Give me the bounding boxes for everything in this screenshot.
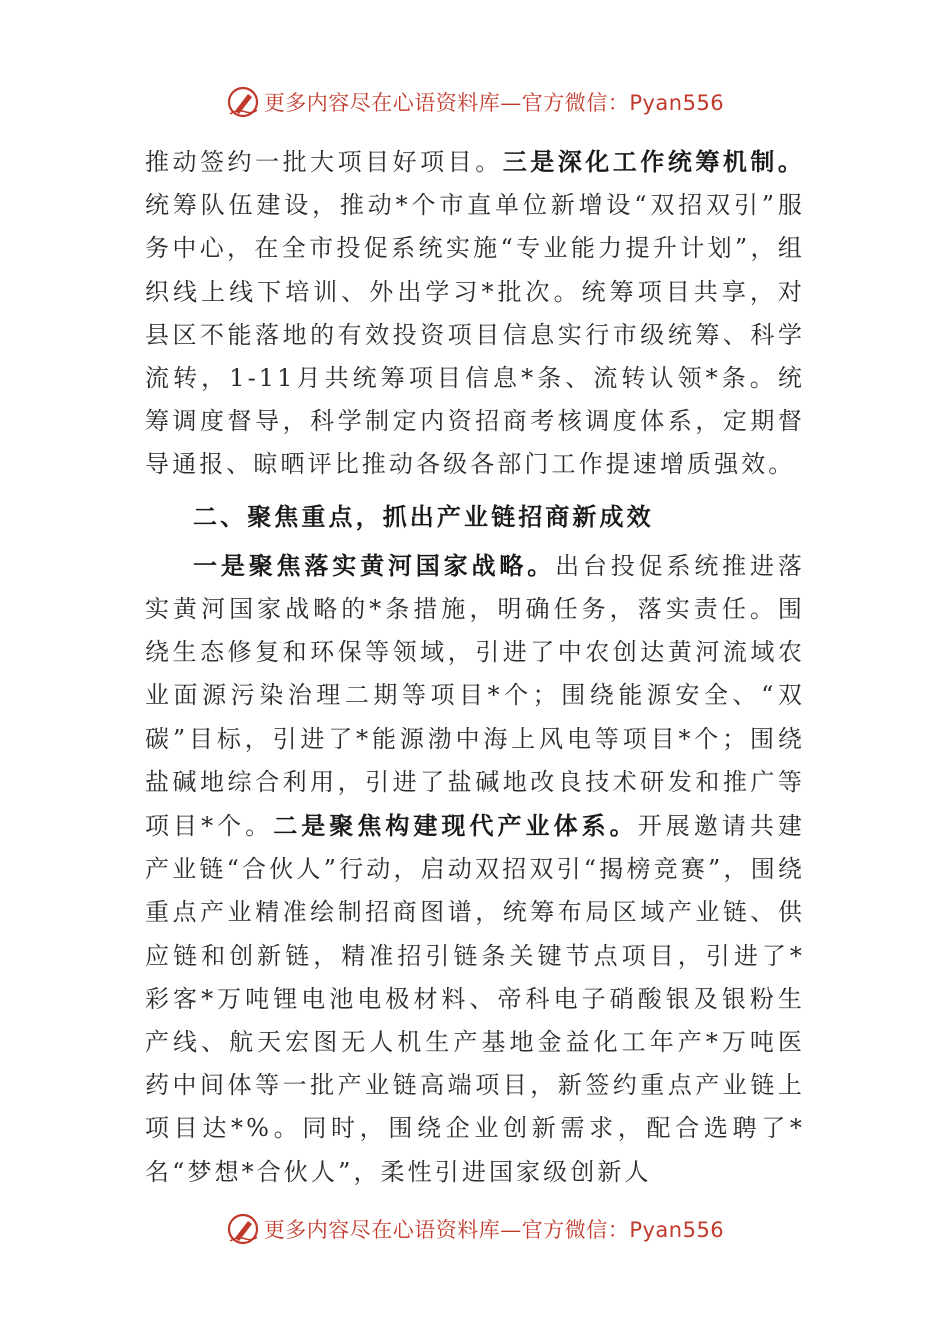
bold-lead-2: 二是聚焦构建现代产业体系。 — [273, 811, 638, 841]
pen-logo-icon — [226, 85, 260, 119]
header-banner — [0, 80, 950, 124]
banner-handle: Pyan556 — [629, 1218, 725, 1242]
banner-text: 更多内容尽在心语资料库—官方微信：Pyan556 — [263, 91, 725, 115]
document-body — [145, 140, 805, 1194]
footer-banner — [0, 1207, 950, 1251]
pen-logo-icon — [226, 1212, 260, 1246]
section-heading: 二、聚焦重点，抓出产业链招商新成效 — [193, 501, 654, 531]
paragraph-2: 一是聚焦落实黄河国家战略。出台投促系统推进落实黄河国家战略的*条措施，明确任务，落实责任。围绕生态修复和环保等领域，引进了中农创达黄河流域农业面源污染治理二期等项目*个；围绕能源安全、“双碳”目标，引进了*能源渤中海上风电等项目*个；围绕盐碱地综合利用，引进了盐碱地改良技术研发和推广等项目*个。二是聚焦构建现代产业体系。开展邀请共建产业链“合伙人”行动，启动双招双引“揭榜竞赛”，围绕重点产业精准绘制招商图谱，统筹布局区域产业链、供应链和创新链，精准招引链条关键节点项目，引进了*彩客*万吨锂电池电极材料、帝科电子硝酸银及银粉生产线、航天宏图无人机生产基地金益化工年产*万吨医药中间体等一批产业链高端项目，新签约重点产业链上项目达*%。同时，围绕企业创新需求，配合选聘了*名“梦想*合伙人”，柔性引进国家级创新人 — [145, 550, 805, 1186]
banner-handle: Pyan556 — [629, 91, 725, 115]
bold-lead-3: 三是深化工作统筹机制。 — [502, 147, 805, 176]
bold-lead-1: 一是聚焦落实黄河国家战略。 — [193, 550, 556, 580]
paragraph-1: 推动签约一批大项目好项目。三是深化工作统筹机制。统筹队伍建设，推动*个市直单位新增设“双招双引”服务中心，在全市投促系统实施“专业能力提升计划”，组织线上线下培训、外出学习*批次。统筹项目共享，对县区不能落地的有效投资项目信息实行市级统筹、科学流转，1-11月共统筹项目信息*条、流转认领*条。统筹调度督导，科学制定内资招商考核调度体系，定期督导通报、晾晒评比推动各级各部门工作提速增质强效。 — [145, 147, 805, 479]
banner-text: 更多内容尽在心语资料库—官方微信：Pyan556 — [263, 1218, 725, 1242]
